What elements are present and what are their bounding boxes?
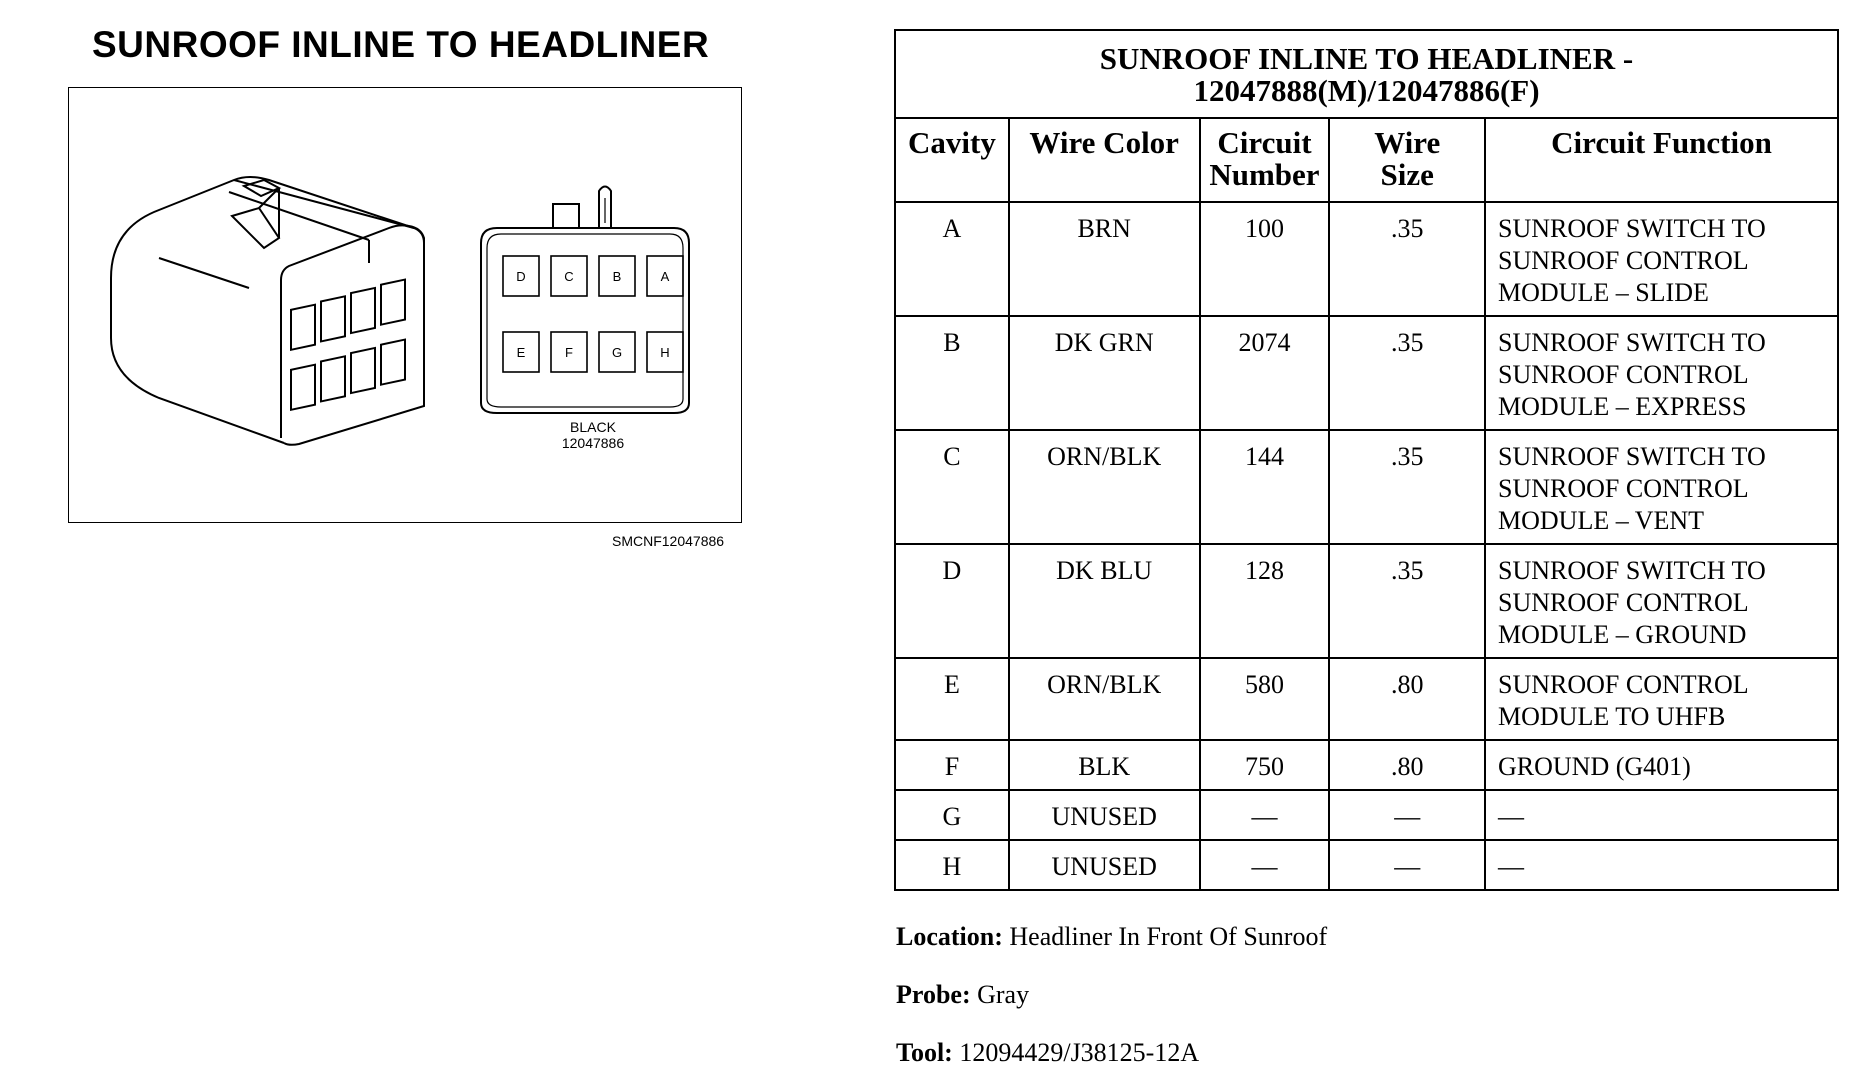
function-line: MODULE – VENT [1498,506,1705,535]
cell-cavity: G [895,790,1009,840]
function-line: MODULE – EXPRESS [1498,392,1747,421]
header-wire-size [1329,118,1485,202]
cell-circuit: — [1200,840,1330,890]
header-size-line1: Wire [1374,125,1441,160]
table-row [895,202,1838,316]
location-line [896,922,1327,952]
function-line: SUNROOF SWITCH TO [1498,556,1766,585]
header-wire-color: Wire Color [1009,118,1200,202]
cell-circuit: — [1200,790,1330,840]
table-row [895,544,1838,658]
function-line: SUNROOF SWITCH TO [1498,214,1766,243]
cell-wire-color: UNUSED [1009,790,1200,840]
function-line: SUNROOF CONTROL [1498,474,1749,503]
cavity-label-a: A [660,269,670,284]
cell-cavity: B [895,316,1009,430]
connector-table [894,29,1839,891]
cell-size: — [1329,790,1485,840]
connector-diagram [68,87,742,523]
probe-label: Probe: [896,980,971,1009]
cell-wire-color: ORN/BLK [1009,430,1200,544]
function-line: SUNROOF CONTROL [1498,246,1749,275]
cell-cavity: E [895,658,1009,740]
table-row [895,316,1838,430]
cell-circuit: 128 [1200,544,1330,658]
cell-size: .35 [1329,544,1485,658]
header-circuit-line2: Number [1209,157,1320,192]
cell-function [1485,316,1838,430]
cell-size: .35 [1329,316,1485,430]
connector-face-view [481,187,689,414]
diagram-title: SUNROOF INLINE TO HEADLINER [92,24,710,65]
cell-circuit: 100 [1200,202,1330,316]
header-circuit-function: Circuit Function [1485,118,1838,202]
cell-cavity: F [895,740,1009,790]
cell-wire-color: DK GRN [1009,316,1200,430]
cavity-label-f: F [565,345,573,360]
header-size-line2: Size [1380,157,1434,192]
function-line: MODULE – SLIDE [1498,278,1709,307]
cell-size: .80 [1329,740,1485,790]
cell-size: .80 [1329,658,1485,740]
cell-cavity: A [895,202,1009,316]
table-header-row [895,118,1838,202]
connector-illustration [69,88,743,524]
connector-face-cavities [503,256,683,372]
connector-part-label: 12047886 [561,435,625,451]
function-line: SUNROOF SWITCH TO [1498,328,1766,357]
cell-circuit: 580 [1200,658,1330,740]
tool-label: Tool: [896,1038,953,1067]
header-cavity: Cavity [895,118,1009,202]
table-row [895,840,1838,890]
cell-cavity: H [895,840,1009,890]
function-line: SUNROOF CONTROL [1498,670,1749,699]
header-circuit-number [1200,118,1330,202]
table-title-line2: 12047888(M)/12047886(F) [1193,73,1540,108]
table-row [895,430,1838,544]
connector-color-label: BLACK [570,419,616,435]
table-title [895,30,1838,118]
cell-wire-color: ORN/BLK [1009,658,1200,740]
cell-cavity: D [895,544,1009,658]
cell-circuit: 750 [1200,740,1330,790]
cell-size: .35 [1329,202,1485,316]
cell-function: GROUND (G401) [1485,740,1838,790]
tool-value: 12094429/J38125-12A [959,1038,1200,1067]
table-row [895,790,1838,840]
cell-function [1485,430,1838,544]
function-line: SUNROOF SWITCH TO [1498,442,1766,471]
cavity-label-g: G [611,345,623,360]
function-line: SUNROOF CONTROL [1498,588,1749,617]
cavity-label-d: D [516,269,526,284]
cell-wire-color: BLK [1009,740,1200,790]
cell-size: .35 [1329,430,1485,544]
cell-wire-color: UNUSED [1009,840,1200,890]
probe-line [896,980,1029,1010]
probe-value: Gray [977,980,1030,1009]
figure-id: SMCNF12047886 [612,533,725,549]
cell-wire-color: DK BLU [1009,544,1200,658]
cell-wire-color: BRN [1009,202,1200,316]
header-circuit-line1: Circuit [1217,125,1312,160]
cell-function [1485,658,1838,740]
location-value: Headliner In Front Of Sunroof [1009,922,1328,951]
location-label: Location: [896,922,1003,951]
cavity-label-b: B [612,269,622,284]
table-row [895,740,1838,790]
table-row [895,658,1838,740]
connector-3d-cavities [291,280,405,410]
cell-size: — [1329,840,1485,890]
cell-function: — [1485,790,1838,840]
cell-function [1485,202,1838,316]
cavity-label-e: E [516,345,526,360]
cell-function: — [1485,840,1838,890]
cell-circuit: 144 [1200,430,1330,544]
function-line: MODULE TO UHFB [1498,702,1726,731]
function-line: SUNROOF CONTROL [1498,360,1749,389]
tool-line [896,1038,1199,1068]
function-line: MODULE – GROUND [1498,620,1747,649]
table-title-line1: SUNROOF INLINE TO HEADLINER - [1099,41,1634,76]
cell-function [1485,544,1838,658]
cell-circuit: 2074 [1200,316,1330,430]
connector-3d-view [111,177,424,445]
cavity-label-c: C [564,269,574,284]
cavity-label-h: H [660,345,670,360]
cell-cavity: C [895,430,1009,544]
